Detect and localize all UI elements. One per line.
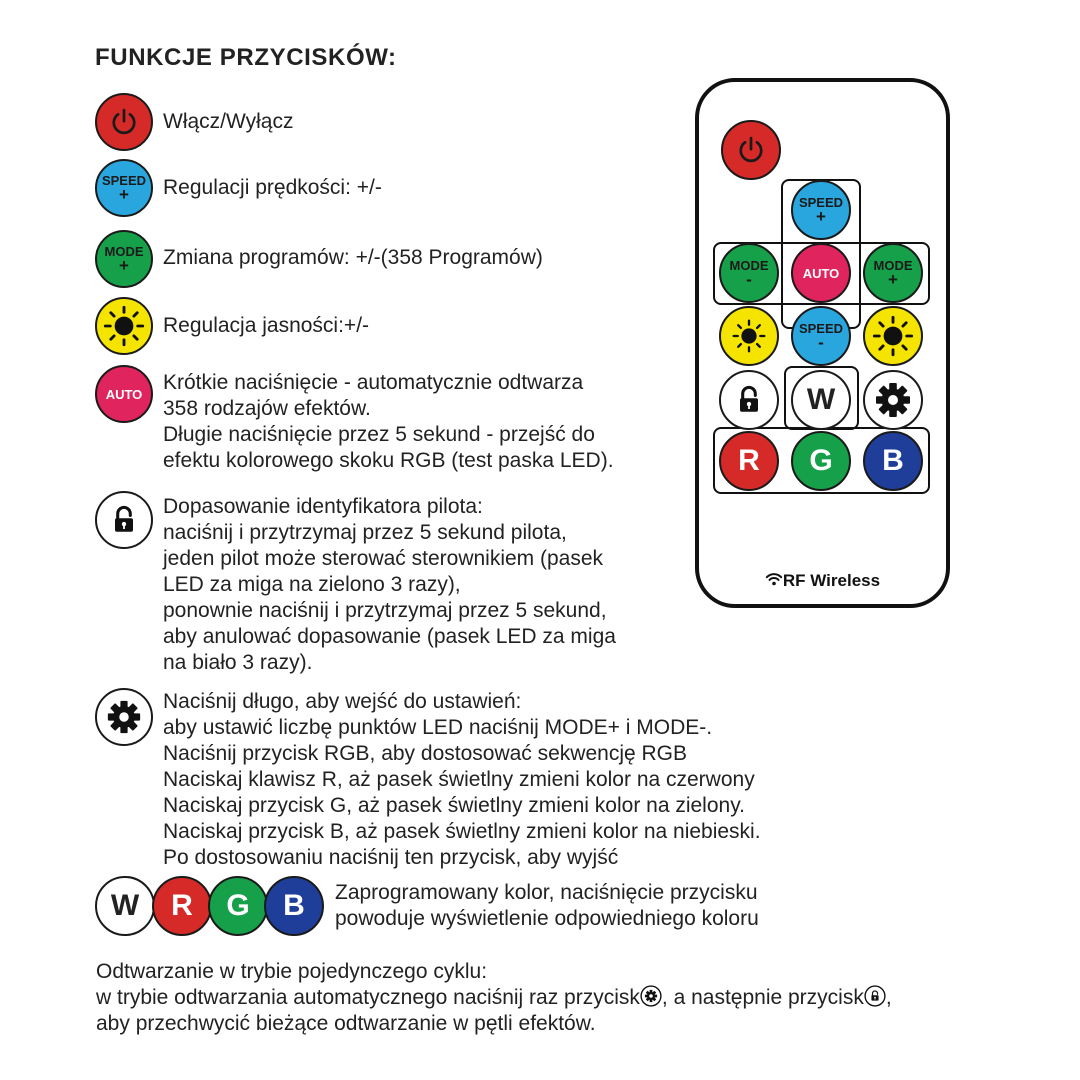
lock-icon bbox=[864, 985, 886, 1007]
wifi-icon bbox=[765, 570, 783, 588]
remote-b-button[interactable]: B bbox=[863, 431, 923, 491]
footer-text bbox=[96, 959, 892, 1037]
remote-g-button[interactable]: G bbox=[791, 431, 851, 491]
remote-auto-button[interactable]: AUTO bbox=[791, 243, 851, 303]
sun-icon bbox=[102, 304, 146, 348]
power-description: Włącz/Wyłącz bbox=[163, 110, 294, 133]
b-button-icon: B bbox=[264, 876, 324, 936]
remote-speed-down-button[interactable]: SPEED - bbox=[791, 306, 851, 366]
auto-description: Krótkie naciśnięcie - automatycznie odtwarza 358 rodzajów efektów. Długie naciśnięcie przez 5 sekund - przejść do efektu kolorowego skoku RGB (test paska LED). bbox=[163, 371, 614, 472]
settings-description: Naciśnij długo, aby wejść do ustawień: aby ustawić liczbę punktów LED naciśnij MODE+ i MODE-. Naciśnij przycisk RGB, aby dostosować sekwencję RGB Naciskaj klawisz R, aż pasek świetlny zmieni kolor na czerwony Naciskaj przycisk G, aż pasek świetlny zmieni kolor na zielony. Naciskaj przycisk B, aż pasek świetlny zmieni kolor na niebieski. Po dostosowaniu naciśnij ten przycisk, aby wyjść bbox=[163, 690, 761, 869]
remote-control bbox=[695, 78, 950, 608]
remote-brightness-down-button[interactable] bbox=[719, 306, 779, 366]
w-button-icon: W bbox=[95, 876, 155, 936]
page-title: FUNKCJE PRZYCISKÓW: bbox=[95, 44, 397, 71]
footer-line-1: Odtwarzanie w trybie pojedynczego cyklu: bbox=[96, 960, 488, 983]
remote-w-button[interactable]: W bbox=[791, 370, 851, 430]
remote-power-button[interactable] bbox=[721, 120, 781, 180]
lock-description: Dopasowanie identyfikatora pilota: naciśnij i przytrzymaj przez 5 sekund pilota, jeden pilot może sterować sterownikiem (pasek LED za miga na zielono 3 razy), ponownie naciśnij i przytrzymaj przez 5 sekund, aby anulować dopasowanie (pasek LED za miga na biało 3 razy). bbox=[163, 495, 616, 674]
remote-speed-up-button[interactable]: SPEED + bbox=[791, 180, 851, 240]
remote-mode-down-button[interactable]: MODE - bbox=[719, 243, 779, 303]
sun-icon bbox=[731, 318, 767, 354]
gear-icon bbox=[640, 985, 662, 1007]
colors-description: Zaprogramowany kolor, naciśnięcie przycisku powoduje wyświetlenie odpowiedniego koloru bbox=[335, 881, 759, 930]
remote-mode-up-button[interactable]: MODE + bbox=[863, 243, 923, 303]
lock-button-icon bbox=[95, 491, 153, 549]
footer-line-3: aby przechwycić bieżące odtwarzanie w pętli efektów. bbox=[96, 1012, 596, 1035]
mode-plus-button-icon: MODE + bbox=[95, 230, 153, 288]
lock-icon bbox=[731, 382, 767, 418]
lock-icon bbox=[106, 502, 142, 538]
footer-line-2: w trybie odtwarzania automatycznego naciśnij raz przycisk , a następnie przycisk , bbox=[96, 986, 892, 1009]
sun-icon bbox=[871, 314, 915, 358]
settings-button-icon bbox=[95, 688, 153, 746]
r-button-icon: R bbox=[152, 876, 212, 936]
remote-lock-button[interactable] bbox=[719, 370, 779, 430]
speed-description: Regulacji prędkości: +/- bbox=[163, 176, 382, 199]
auto-button-icon: AUTO bbox=[95, 365, 153, 423]
gear-icon bbox=[105, 698, 143, 736]
brightness-description: Regulacja jasności:+/- bbox=[163, 314, 370, 337]
remote-rf-label: RF Wireless bbox=[699, 570, 946, 591]
gear-icon bbox=[873, 380, 913, 420]
remote-settings-button[interactable] bbox=[863, 370, 923, 430]
speed-plus-button-icon: SPEED + bbox=[95, 159, 153, 217]
brightness-button-icon bbox=[95, 297, 153, 355]
power-icon bbox=[734, 133, 768, 167]
power-button-icon bbox=[95, 93, 153, 151]
g-button-icon: G bbox=[208, 876, 268, 936]
remote-r-button[interactable]: R bbox=[719, 431, 779, 491]
mode-description: Zmiana programów: +/-(358 Programów) bbox=[163, 246, 543, 269]
remote-brightness-up-button[interactable] bbox=[863, 306, 923, 366]
